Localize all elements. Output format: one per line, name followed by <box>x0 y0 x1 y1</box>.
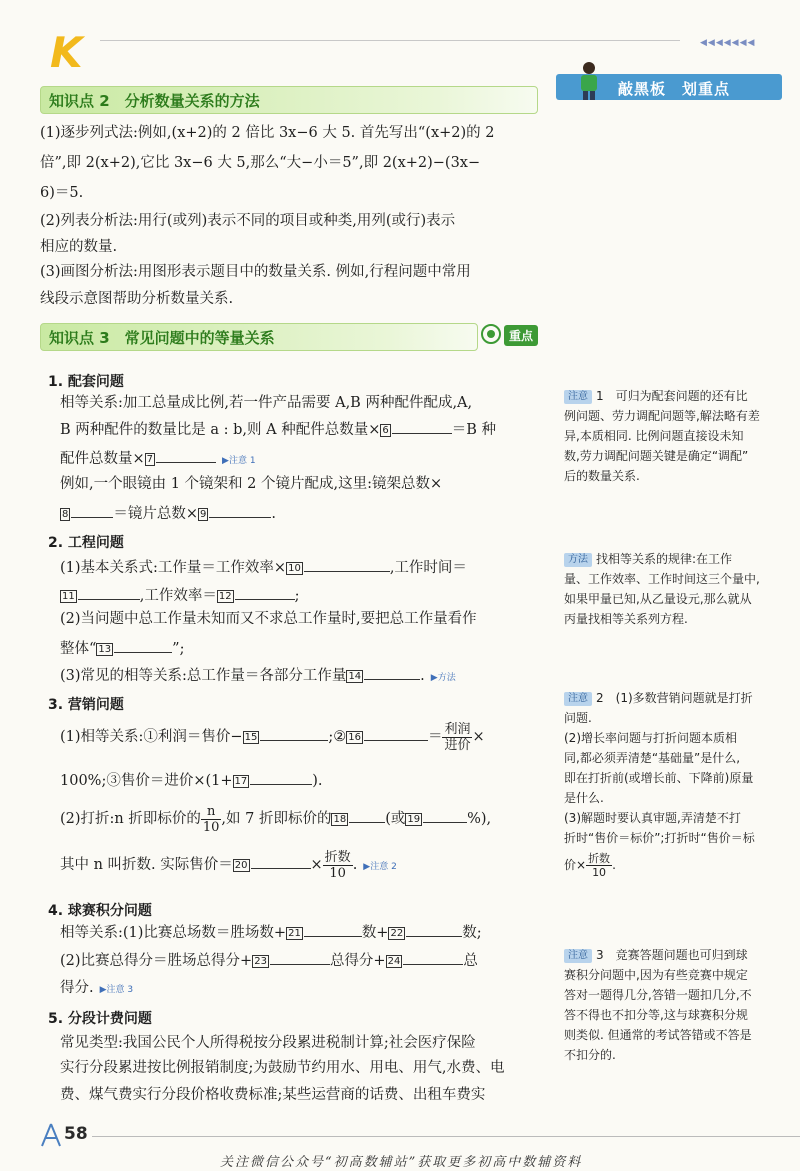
kp3-title-bar <box>40 323 478 351</box>
answer-blank <box>251 854 311 869</box>
blank-number: 24 <box>387 956 401 967</box>
sec3-line: 100%;③售价＝进价×(1+ 17 ). <box>60 770 323 791</box>
kp2-line: 相应的数量. <box>40 239 118 255</box>
answer-blank <box>114 638 172 653</box>
footer-text: 关注微信公众号“初高数辅站”获取更多初高中数辅资料 <box>220 1155 583 1170</box>
section-heading: 2. 工程问题 <box>48 535 124 551</box>
kp2-line: (3)画图分析法:用图形表示题目中的数量关系. 例如,行程问题中常用 <box>40 264 471 280</box>
arrow-decoration-icon: ◀◀◀◀◀◀◀ <box>700 38 756 48</box>
section-heading: 3. 营销问题 <box>48 697 124 713</box>
sec5-line: 常见类型:我国公民个人所得税按分段累进税制计算;社会医疗保险 <box>60 1035 476 1051</box>
answer-blank <box>392 419 452 434</box>
answer-blank <box>156 448 216 463</box>
sec2-line: (2)当问题中总工作量未知而又不求总工作量时,要把总工作量看作 <box>60 611 477 627</box>
note-ref-link: ▶注意 3 <box>99 985 134 995</box>
blank-number: 6 <box>382 425 389 436</box>
profit-fraction: $\frac{\text{利润}}{\text{进价}}$ <box>444 721 471 753</box>
blank-number: 9 <box>200 509 207 520</box>
answer-blank <box>403 950 463 965</box>
sec4-line: 得分. ▶注意 3 <box>60 980 134 996</box>
section-heading: 1. 配套问题 <box>48 374 124 390</box>
answer-blank <box>235 585 295 600</box>
sec5-line: 费、煤气费实行分段价格收费标准;某些运营商的话费、出租车费实 <box>60 1087 486 1103</box>
sidebar-note-3: 注意 3 竞赛答题问题也可归到球 赛积分问题中,因为有些竞赛中规定 答对一题得几分,答错一题扣几分,不 答不得也不扣分等,这与球赛积分规 则类似. 但通常的考试答错或不答是 不扣分的. <box>564 948 752 1062</box>
answer-blank <box>250 770 312 785</box>
sec1-line: 相等关系:加工总量成比例,若一件产品需要 A,B 两种配件配成,A, <box>60 395 473 411</box>
sec2-line: (1)基本关系式:工作量＝工作效率× 10 ,工作时间＝ <box>60 557 467 578</box>
kp2-line: (2)列表分析法:用行(或列)表示不同的项目或种类,用列(或行)表示 <box>40 213 456 229</box>
discount-fraction: $\frac{\text{折数}}{10}$ <box>324 849 351 881</box>
sidebar-note-2: 注意 2 (1)多数营销问题就是打折 问题. (2)增长率问题与打折问题本质相 同,都必须弄清楚“基础量”是什么, 即在打折前(或增长前、下降前)原量 是什么. (3)解题时要认真审题,弄清楚不打 折时“售价＝标价”;打折时“售价＝标 价× $\frac{\text{折数}}{10}$ . <box>564 691 755 879</box>
sec1-line: 8 ＝镜片总数× 9 . <box>60 503 276 524</box>
method-ref-link: ▶方法 <box>430 673 456 683</box>
answer-blank <box>71 503 113 518</box>
sidebar-note-1: 注意 1 可归为配套问题的还有比 例问题、劳力调配问题等,解法略有差 异,本质相同. 比例问题直接设未知 数,劳力调配问题关键是确定“调配” 后的数量关系. <box>564 389 760 483</box>
kp2-line: 6)＝5. <box>40 185 84 201</box>
sec2-line: 整体“ 13 ”; <box>60 638 184 659</box>
kp2-line: 线段示意图帮助分析数量关系. <box>40 291 234 307</box>
section-heading: 4. 球赛积分问题 <box>48 903 152 919</box>
blank-number: 19 <box>407 814 421 825</box>
blank-number: 14 <box>348 671 362 682</box>
sec1-line: 例如,一个眼镜由 1 个镜架和 2 个镜片配成,这里:镜架总数× <box>60 476 443 492</box>
blank-number: 17 <box>234 776 248 787</box>
blank-number: 18 <box>333 814 347 825</box>
note-ref-link: ▶注意 1 <box>222 456 256 466</box>
kp2-title-bar <box>40 86 538 114</box>
blank-number: 8 <box>62 509 69 520</box>
sec2-line: (3)常见的相等关系:总工作量＝各部分工作量 14 . ▶方法 <box>60 665 456 688</box>
sec3-line: (1)相等关系:①利润＝售价− 15 ;② 16 ＝ $\frac{\text{利润}}{\text{进价}}$ × <box>60 721 485 753</box>
target-icon <box>480 323 502 345</box>
blank-number: 11 <box>62 591 75 602</box>
kp2-title: 知识点 2 分析数量关系的方法 <box>49 92 260 110</box>
compass-icon <box>38 1122 64 1148</box>
blank-number: 21 <box>288 928 301 939</box>
blank-number: 23 <box>254 956 267 967</box>
note-tag: 注意 <box>564 949 592 963</box>
blank-number: 16 <box>348 732 361 743</box>
blank-number: 15 <box>244 732 258 743</box>
page-number: 58 <box>64 1124 88 1144</box>
sec4-line: (2)比赛总得分＝胜场总得分+ 23 总得分+ 24 总 <box>60 950 478 971</box>
note-tag: 注意 <box>564 692 592 706</box>
blank-number: 12 <box>218 591 232 602</box>
blank-number: 20 <box>234 860 248 871</box>
answer-blank <box>78 585 140 600</box>
sec2-line: 11 ,工作效率＝ 12 ; <box>60 585 299 606</box>
answer-blank <box>406 922 462 937</box>
sec1-line: B 两种配件的数量比是 a : b,则 A 种配件总数量× 6 ＝B 种 <box>60 419 496 440</box>
blank-number: 13 <box>98 644 112 655</box>
method-tag: 方法 <box>564 553 592 567</box>
blank-number: 22 <box>390 928 404 939</box>
sec1-line: 配件总数量× 7 ▶注意 1 <box>60 448 256 471</box>
answer-blank <box>304 557 390 572</box>
blank-number: 10 <box>288 563 301 574</box>
answer-blank <box>364 665 420 680</box>
teacher-icon <box>576 60 602 100</box>
sidebar-header-title: 敲黑板 划重点 <box>618 80 731 98</box>
section-heading: 5. 分段计费问题 <box>48 1011 152 1027</box>
sec3-line: (2)打折:n 折即标价的 $\frac{n}{10}$ ,如 7 折即标价的 18 (或 19 %), <box>60 803 492 835</box>
kp2-line: 倍”,即 2(x+2),它比 3x−6 大 5,那么“大−小＝5”,即 2(x+2)−(3x− <box>40 155 481 171</box>
note-ref-link: ▶注意 2 <box>363 862 397 872</box>
top-rule <box>100 40 680 41</box>
answer-blank <box>364 726 428 741</box>
sec4-line: 相等关系:(1)比赛总场数＝胜场数+ 21 数+ 22 数; <box>60 922 482 943</box>
k-logo: K <box>50 28 83 77</box>
answer-blank <box>304 922 362 937</box>
answer-blank <box>349 808 385 823</box>
answer-blank <box>260 726 328 741</box>
kp3-title: 知识点 3 常见问题中的等量关系 <box>49 329 275 347</box>
answer-blank <box>270 950 330 965</box>
note-tag: 注意 <box>564 390 592 404</box>
sidebar-method: 方法 找相等关系的规律:在工作 量、工作效率、工作时间这三个量中, 如果甲量已知,从乙量设元,那么就从 丙量找相等关系列方程. <box>564 552 760 626</box>
blank-number: 7 <box>146 454 154 465</box>
answer-blank <box>423 808 467 823</box>
answer-blank <box>209 503 271 518</box>
key-point-label: 重点 <box>504 325 538 346</box>
n-over-10-fraction: $\frac{n}{10}$ <box>202 803 220 835</box>
sec5-line: 实行分段累进按比例报销制度;为鼓励节约用水、用电、用气,水费、电 <box>60 1060 505 1076</box>
sec3-line: 其中 n 叫折数. 实际售价＝ 20 × $\frac{\text{折数}}{10}$ . ▶注意 2 <box>60 849 397 881</box>
kp2-line: (1)逐步列式法:例如,(x+2)的 2 倍比 3x−6 大 5. 首先写出“(x+2)的 2 <box>40 125 495 141</box>
footer-rule <box>92 1136 800 1137</box>
